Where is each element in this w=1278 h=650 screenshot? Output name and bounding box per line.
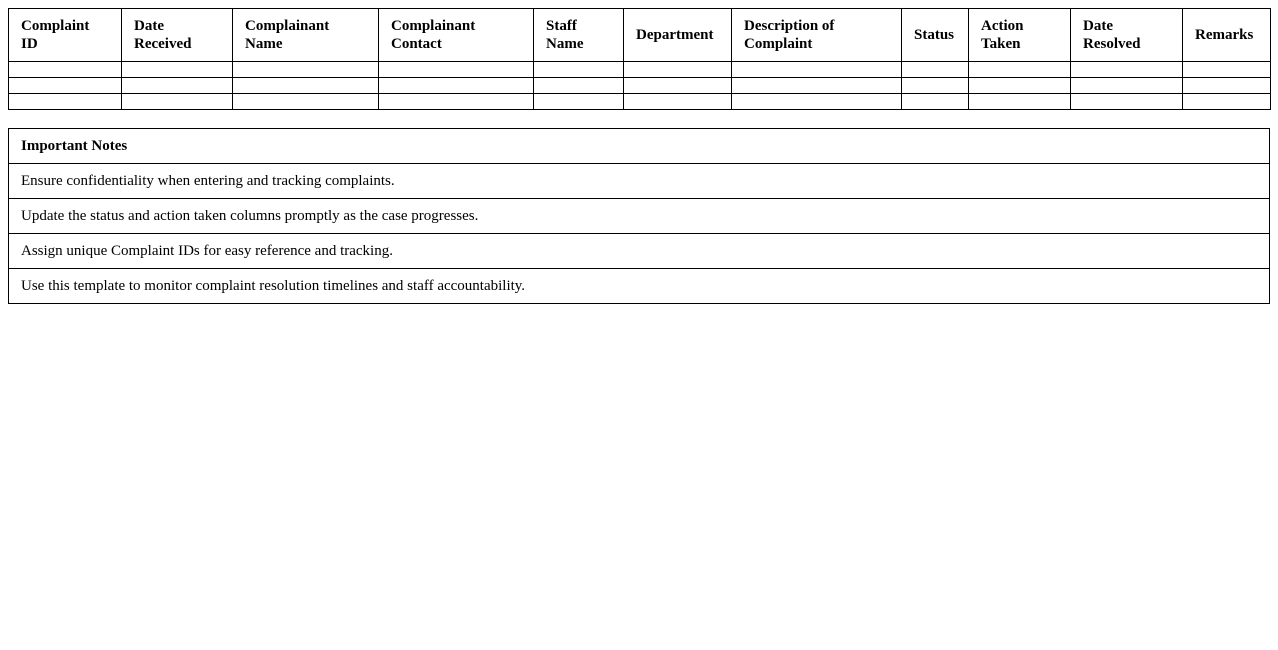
column-header-description: Description of Complaint	[732, 9, 902, 62]
note-row	[9, 234, 1270, 269]
column-header-complainant-contact: Complainant Contact	[379, 9, 534, 62]
table-cell[interactable]	[969, 94, 1071, 110]
table-cell[interactable]	[624, 94, 732, 110]
note-item: Use this template to monitor complaint resolution timelines and staff accountability.	[9, 269, 1270, 304]
table-cell[interactable]	[624, 62, 732, 78]
table-cell[interactable]	[9, 62, 122, 78]
table-cell[interactable]	[1183, 78, 1271, 94]
table-cell[interactable]	[9, 78, 122, 94]
table-cell[interactable]	[902, 94, 969, 110]
note-item: Update the status and action taken columns promptly as the case progresses.	[9, 199, 1270, 234]
important-notes-table	[8, 128, 1270, 304]
table-cell[interactable]	[233, 78, 379, 94]
table-cell[interactable]	[902, 78, 969, 94]
table-row	[9, 62, 1271, 78]
table-cell[interactable]	[902, 62, 969, 78]
table-cell[interactable]	[1183, 62, 1271, 78]
table-cell[interactable]	[969, 78, 1071, 94]
table-cell[interactable]	[1071, 62, 1183, 78]
table-cell[interactable]	[732, 78, 902, 94]
column-header-action-taken: Action Taken	[969, 9, 1071, 62]
table-cell[interactable]	[122, 62, 233, 78]
table-cell[interactable]	[122, 78, 233, 94]
column-header-date-resolved: Date Resolved	[1071, 9, 1183, 62]
note-item: Assign unique Complaint IDs for easy reference and tracking.	[9, 234, 1270, 269]
column-header-remarks: Remarks	[1183, 9, 1271, 62]
notes-title: Important Notes	[9, 129, 1270, 164]
table-cell[interactable]	[1071, 78, 1183, 94]
column-header-complaint-id: Complaint ID	[9, 9, 122, 62]
table-row	[9, 78, 1271, 94]
note-item: Ensure confidentiality when entering and tracking complaints.	[9, 164, 1270, 199]
table-cell[interactable]	[534, 94, 624, 110]
table-cell[interactable]	[122, 94, 233, 110]
table-cell[interactable]	[534, 78, 624, 94]
column-header-department: Department	[624, 9, 732, 62]
column-header-date-received: Date Received	[122, 9, 233, 62]
note-row	[9, 199, 1270, 234]
column-header-status: Status	[902, 9, 969, 62]
header-row	[9, 9, 1271, 62]
note-row	[9, 269, 1270, 304]
table-cell[interactable]	[732, 62, 902, 78]
table-cell[interactable]	[233, 94, 379, 110]
table-cell[interactable]	[732, 94, 902, 110]
table-cell[interactable]	[1183, 94, 1271, 110]
table-cell[interactable]	[379, 62, 534, 78]
column-header-staff-name: Staff Name	[534, 9, 624, 62]
column-header-complainant-name: Complainant Name	[233, 9, 379, 62]
table-cell[interactable]	[624, 78, 732, 94]
table-row	[9, 94, 1271, 110]
notes-header-row	[9, 129, 1270, 164]
table-cell[interactable]	[534, 62, 624, 78]
table-cell[interactable]	[379, 94, 534, 110]
note-row	[9, 164, 1270, 199]
table-cell[interactable]	[1071, 94, 1183, 110]
page-content	[8, 8, 1270, 304]
complaints-log-table	[8, 8, 1271, 110]
table-cell[interactable]	[969, 62, 1071, 78]
table-cell[interactable]	[379, 78, 534, 94]
table-cell[interactable]	[233, 62, 379, 78]
table-cell[interactable]	[9, 94, 122, 110]
